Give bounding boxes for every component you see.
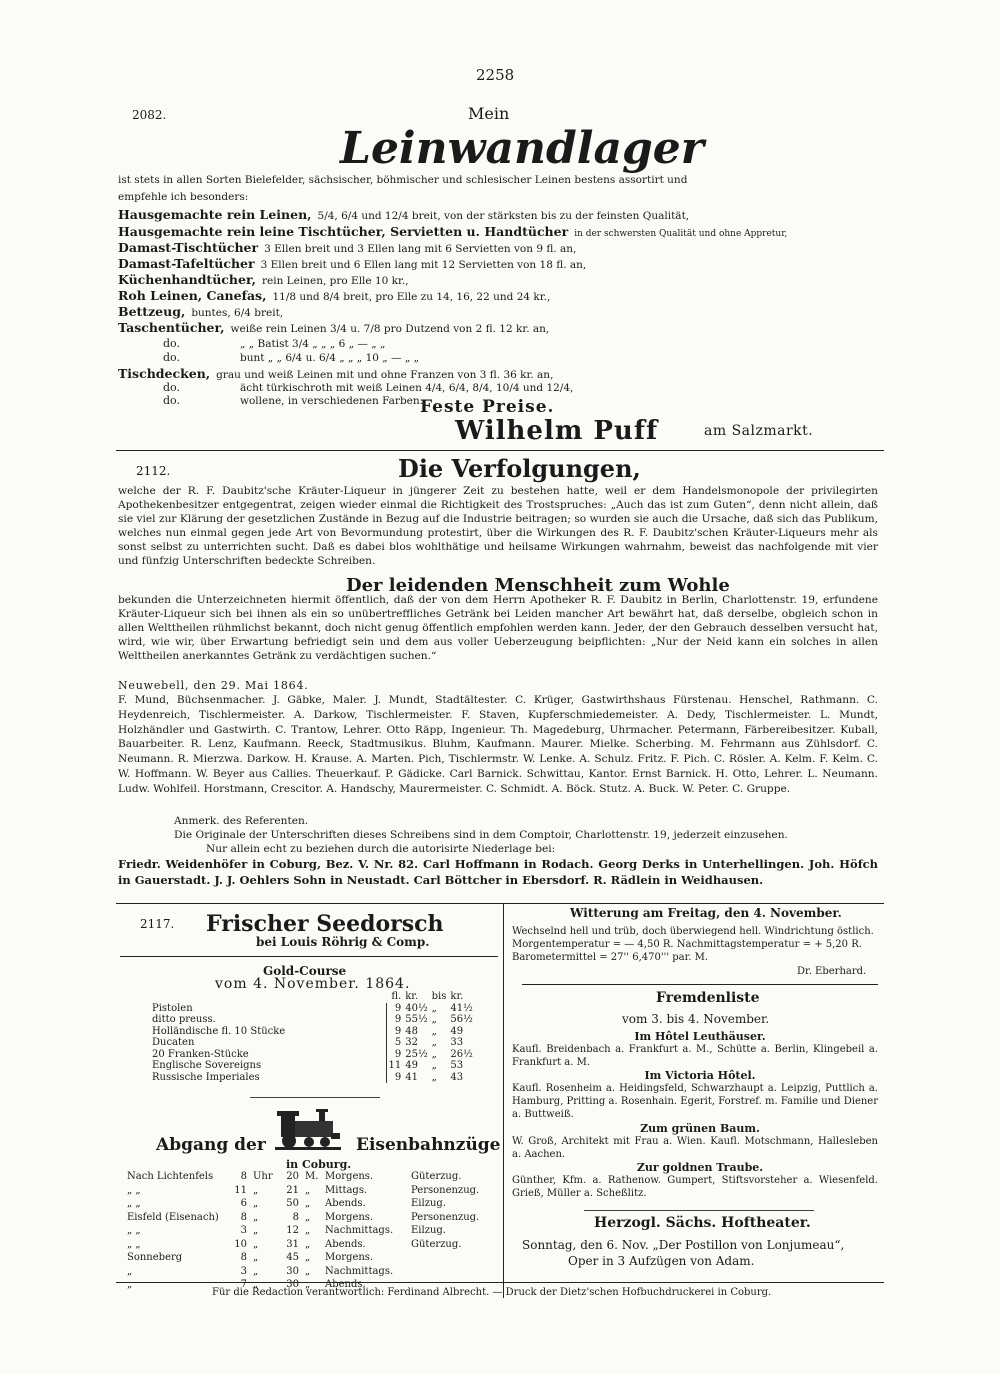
gold-to: „ xyxy=(431,1071,437,1083)
rule-4 xyxy=(250,1097,380,1098)
rail-time-of-day: Morgens. xyxy=(325,1171,374,1182)
gold-kr: 49 xyxy=(405,1060,418,1071)
gold-table xyxy=(150,991,475,1083)
lein-item-name: do. xyxy=(163,337,180,350)
lein-item xyxy=(163,351,419,365)
lein-item xyxy=(163,394,423,408)
lein-item xyxy=(118,224,787,240)
lein-item xyxy=(163,337,385,351)
seedorsch-title: Frischer Seedorsch xyxy=(206,911,444,937)
ad-number-2112: 2112. xyxy=(136,464,171,478)
hotel-guests: Günther, Kfm. a. Rathenow. Gumpert, Stiftsvorsteher a. Wiesenfeld. Grieß, Müller a. Scheßlitz. xyxy=(512,1175,878,1199)
gold-kr: 48 xyxy=(405,1025,418,1037)
gold-currency: Holländische fl. 10 Stücke xyxy=(152,1025,286,1037)
rail-hour: 10 xyxy=(234,1238,247,1250)
gold-header-kr2: kr. xyxy=(450,991,464,1002)
lein-item-name: Hausgemachte rein leine Tischtücher, Servietten u. Handtücher xyxy=(118,224,569,239)
lein-item-name: Tischdecken, xyxy=(118,366,211,381)
gold-title: Gold-Course xyxy=(263,964,347,978)
rule-2 xyxy=(116,903,884,904)
rail-uhr: „ xyxy=(253,1265,259,1277)
rail-time-of-day: Abends. xyxy=(325,1198,366,1209)
rule-5 xyxy=(522,984,878,985)
rail-train-type: Eilzug. xyxy=(411,1198,446,1209)
rail-unit: „ xyxy=(305,1211,311,1223)
hotel-name: Im Victoria Hôtel. xyxy=(644,1069,756,1082)
hotel-name: Im Hôtel Leuthäuser. xyxy=(634,1030,766,1043)
lein-item-name: Damast-Tischtücher xyxy=(118,240,259,255)
lein-item xyxy=(118,366,553,382)
gold-kr2: 49 xyxy=(450,1025,464,1037)
rail-unit: „ xyxy=(305,1252,311,1263)
lein-item-name: Roh Leinen, Canefas, xyxy=(118,288,267,303)
theater-title: Herzogl. Sächs. Hoftheater. xyxy=(594,1215,811,1231)
gold-currency: ditto preuss. xyxy=(152,1014,216,1025)
rail-hour: 8 xyxy=(240,1211,247,1223)
gold-to: „ xyxy=(431,1037,437,1048)
lein-item-desc: in der schwersten Qualität und ohne Appretur, xyxy=(574,229,788,239)
gold-to: „ xyxy=(431,1025,437,1037)
weather-signature: Dr. Eberhard. xyxy=(797,966,867,977)
gold-currency: Ducaten xyxy=(152,1037,195,1048)
gold-header-row xyxy=(150,991,475,1003)
gold-row xyxy=(150,1003,475,1015)
rail-hour: 7 xyxy=(240,1279,247,1290)
rail-minute: 21 xyxy=(286,1184,299,1196)
gold-date: vom 4. November. 1864. xyxy=(215,976,411,992)
lein-item xyxy=(118,304,283,320)
rule-1 xyxy=(116,450,884,451)
rail-row xyxy=(124,1251,482,1265)
rail-minute: 31 xyxy=(286,1238,299,1250)
rail-uhr: „ xyxy=(253,1211,259,1223)
verfolgungen-para-2: bekunden die Unterzeichneten hiermit öffentlich, daß der von dem Herrn Apotheker R. F. Daubitz in Berlin, Charlottenstr. 19, erfundene Kräuter-Liqueur sich bei ihnen als ein so unübertreffliches Getränk bei Leiden mancher Art bewährt hat, daß derselbe, obgleich schon in allen Welttheilen rühmlichst bekannt, doch nicht genug öffentlich empfohlen werden kann. Jeder, der den Gebrauch desselben versucht hat, wird, wie wir, über Erwartung befriedigt sein und dem aus voller Ueberzeugung beipflichten: „Nur der Neid kann ein solches in allen Welttheilen anerkanntes Getränk zu verdächtigen suchen.“ xyxy=(118,594,878,662)
rail-train-type xyxy=(408,1265,482,1279)
page-number: 2258 xyxy=(476,66,515,84)
lein-item-desc: wollene, in verschiedenen Farben. xyxy=(239,395,423,407)
rail-uhr: „ xyxy=(253,1252,259,1263)
gold-kr2: 56½ xyxy=(450,1014,473,1025)
weather-title: Witterung am Freitag, den 4. November. xyxy=(570,906,842,920)
lein-intro-1: ist stets in allen Sorten Bielefelder, sächsischer, böhmischer und schlesischer Leinen bestens assortirt und xyxy=(118,174,688,186)
rail-time-of-day: Mittags. xyxy=(325,1184,368,1196)
rail-uhr: „ xyxy=(253,1225,259,1236)
only-genuine: Nur allein echt zu beziehen durch die autorisirte Niederlage bei: xyxy=(206,843,556,855)
rail-destination: „ xyxy=(127,1279,133,1290)
lein-item-name: Taschentücher, xyxy=(118,320,225,335)
rail-unit: „ xyxy=(305,1238,311,1250)
gold-currency: 20 Franken-Stücke xyxy=(152,1048,249,1060)
rule-6 xyxy=(584,1210,814,1211)
gold-currency: Russische Imperiales xyxy=(152,1071,260,1083)
rail-uhr: Uhr xyxy=(253,1171,273,1182)
rail-destination: Nach Lichtenfels xyxy=(127,1171,214,1182)
gold-kr2: 33 xyxy=(450,1037,464,1048)
gold-fl: 9 xyxy=(386,1072,403,1084)
gold-fl: 9 xyxy=(386,1003,403,1015)
gold-to: „ xyxy=(431,1048,437,1060)
lein-item-name: do. xyxy=(163,381,180,394)
rail-train-type: Personenzug. xyxy=(411,1211,480,1223)
gold-to: „ xyxy=(431,1002,437,1014)
rail-minute: 30 xyxy=(286,1265,299,1277)
lein-item-desc: 3 Ellen breit und 3 Ellen lang mit 6 Servietten von 9 fl. an, xyxy=(264,243,577,255)
gold-row xyxy=(150,1026,475,1038)
rail-hour: 8 xyxy=(240,1252,247,1263)
lein-item-name: Damast-Tafeltücher xyxy=(118,256,255,271)
locomotive-icon xyxy=(273,1107,343,1157)
gold-header-bis: bis xyxy=(431,991,447,1002)
dateline: Neuwebell, den 29. Mai 1864. xyxy=(118,679,309,692)
rail-place: in Coburg. xyxy=(286,1158,352,1171)
rail-minute: 20 xyxy=(286,1171,299,1182)
rail-row xyxy=(124,1170,482,1184)
lein-item xyxy=(163,381,573,395)
rail-title-right: Eisenbahnzüge xyxy=(356,1135,501,1155)
verfolgungen-title: Die Verfolgungen, xyxy=(398,454,641,483)
gold-row xyxy=(150,1072,475,1084)
gold-to: „ xyxy=(431,1060,437,1071)
ad-number-2082: 2082. xyxy=(132,108,167,122)
gold-fl: 9 xyxy=(386,1014,403,1026)
rail-unit: „ xyxy=(305,1279,311,1290)
gold-to: „ xyxy=(431,1014,437,1025)
rail-row xyxy=(124,1265,482,1279)
gold-kr: 41 xyxy=(405,1071,418,1083)
rail-minute: 12 xyxy=(286,1225,299,1236)
rail-title-left: Abgang der xyxy=(156,1135,266,1155)
lein-item-name: Bettzeug, xyxy=(118,304,186,319)
lein-item xyxy=(118,272,409,288)
gold-header-kr: kr. xyxy=(405,991,419,1002)
gold-kr: 32 xyxy=(405,1037,418,1048)
hotel-guests: Kaufl. Breidenbach a. Frankfurt a. M., Schütte a. Berlin, Klingebeil a. Frankfurt a. M. xyxy=(512,1044,878,1068)
theater-line-1: Sonntag, den 6. Nov. „Der Postillon von Lonjumeau“, xyxy=(522,1238,845,1252)
rail-uhr: „ xyxy=(253,1279,259,1290)
lein-item-desc: weiße rein Leinen 3/4 u. 7/8 pro Dutzend von 2 fl. 12 kr. an, xyxy=(230,323,550,335)
hotel-name: Zum grünen Baum. xyxy=(640,1122,760,1135)
rail-train-type: Güterzug. xyxy=(411,1171,462,1182)
fixed-prices: Feste Preise. xyxy=(420,397,555,417)
merchant-location: am Salzmarkt. xyxy=(704,423,814,439)
rail-row xyxy=(124,1184,482,1198)
gold-header-fl: fl. xyxy=(391,991,402,1002)
rail-hour: 3 xyxy=(240,1265,247,1277)
lein-item-desc: 11/8 und 8/4 breit, pro Elle zu 14, 16, 22 und 24 kr., xyxy=(272,291,551,303)
lein-item-desc: „ „ Batist 3/4 „ „ „ 6 „ — „ „ xyxy=(239,338,386,350)
rail-minute: 45 xyxy=(286,1252,299,1263)
anmerk: Anmerk. des Referenten. xyxy=(174,815,309,827)
fremdenliste-title: Fremdenliste xyxy=(656,990,760,1006)
hotel-guests: Kaufl. Rosenheim a. Heidingsfeld, Schwarzhaupt a. Leipzig, Puttlich a. Hamburg, Pritting a. Rosenhain. Egerit, Forstref. m. Familie und Diener a. Buttweiß. xyxy=(512,1083,878,1120)
rail-train-type: Eilzug. xyxy=(411,1225,446,1236)
rail-unit: „ xyxy=(305,1198,311,1209)
hotel-guests: W. Groß, Architekt mit Frau a. Wien. Kaufl. Motschmann, Hallesleben a. Aachen. xyxy=(512,1136,878,1160)
gold-fl: 9 xyxy=(386,1049,403,1061)
rail-row xyxy=(124,1224,482,1238)
gold-kr: 55½ xyxy=(405,1014,428,1025)
rail-train-type: Güterzug. xyxy=(411,1238,462,1250)
lein-item-desc: 3 Ellen breit und 6 Ellen lang mit 12 Servietten von 18 fl. an, xyxy=(260,259,587,271)
rail-uhr: „ xyxy=(253,1184,259,1196)
rail-destination: „ „ xyxy=(127,1225,141,1236)
rail-time-of-day: Morgens. xyxy=(325,1211,374,1223)
rail-row xyxy=(124,1211,482,1225)
footer-imprint: Für die Redaction verantwortlich: Ferdinand Albrecht. — Druck der Dietz'schen Hofbuchdruckerei in Coburg. xyxy=(212,1287,772,1298)
rail-unit: „ xyxy=(305,1184,311,1196)
leinwandlager-title: Leinwandlager xyxy=(340,123,704,174)
rail-time-of-day: Morgens. xyxy=(325,1252,374,1263)
lein-item-name: do. xyxy=(163,351,180,364)
rail-minute: 30 xyxy=(286,1279,299,1290)
rail-destination: „ xyxy=(127,1265,133,1277)
lein-item xyxy=(118,207,689,223)
rail-destination: Sonneberg xyxy=(127,1252,183,1263)
rail-row xyxy=(124,1238,482,1252)
lein-item xyxy=(118,288,550,304)
rail-unit: M. xyxy=(305,1171,319,1182)
rail-destination: „ „ xyxy=(127,1238,141,1250)
gold-kr: 40½ xyxy=(405,1002,428,1014)
gold-row xyxy=(150,1049,475,1061)
gold-fl: 5 xyxy=(386,1037,403,1049)
rail-uhr: „ xyxy=(253,1198,259,1209)
rule-7 xyxy=(116,1282,884,1283)
gold-fl: 11 xyxy=(386,1060,403,1072)
gold-kr2: 43 xyxy=(450,1071,464,1083)
rail-unit: „ xyxy=(305,1225,311,1236)
rail-train-type: Personenzug. xyxy=(411,1184,480,1196)
gold-fl: 9 xyxy=(386,1026,403,1038)
rail-time-of-day: Nachmittags. xyxy=(325,1265,394,1277)
rail-table xyxy=(124,1170,482,1292)
fremdenliste-date: vom 3. bis 4. November. xyxy=(622,1012,770,1026)
lein-item-desc: rein Leinen, pro Elle 10 kr., xyxy=(261,275,409,287)
verfolgungen-subtitle: Der leidenden Menschheit zum Wohle xyxy=(346,575,730,596)
signers-list: F. Mund, Büchsenmacher. J. Gäbke, Maler. J. Mundt, Stadtältester. C. Krüger, Gastwirthshaus Fürstenau. Henschel, Rathmann. C. Heydenreich, Tischlermeister. A. Darkow, Tischlermeister. F. Staven, Kupferschmiedemeister. A. Dedy, Tischlermeister. L. Mundt, Holzhändler und Gastwirth. C. Trantow, Lehrer. Otto Räpp, Ingenieur. Th. Magedeburg, Uhrmacher. Petermann, Färbereibesitzer. Kuball, Bauarbeiter. R. Lenz, Kaufmann. Reeck, Stadtmusikus. Bluhm, Kaufmann. Maurer. Mielke. Scherbing. M. Fehrmann aus Zühlsdorf. C. Neumann. R. Mierzwa. Darkow. H. Krause. A. Marten. Pich, Tischlermstr. W. Lenke. A. Schulz. Fritz. F. Pich. C. Rösler. A. Kelm. F. Kelm. C. W. Hoffmann. W. Beyer aus Callies. Theuerkauf. P. Gädicke. Carl Barnick. Schwittau, Kantor. Ernst Barnick. H. Otto, Lehrer. L. Neumann. Ludw. Wohlfeil. Horstmann, Crescitor. A. Handschy, Maurermeister. C. Schmidt. A. Böck. Stutz. A. Buck. W. Peter. C. Gruppe. xyxy=(118,694,878,795)
weather-line-1: Wechselnd hell und trüb, doch überwiegend hell. Windrichtung östlich. xyxy=(512,926,874,937)
rail-minute: 8 xyxy=(292,1211,299,1223)
lein-item-name: Hausgemachte rein Leinen, xyxy=(118,207,312,222)
column-divider xyxy=(503,903,504,1298)
gold-row xyxy=(150,1060,475,1072)
rail-hour: 8 xyxy=(240,1171,247,1182)
gold-currency: Pistolen xyxy=(152,1002,193,1014)
rail-minute: 50 xyxy=(286,1198,299,1209)
lein-item xyxy=(118,320,549,336)
weather-line-3: Barometermittel = 27'' 6,470''' par. M. xyxy=(512,952,709,963)
merchant-name: Wilhelm Puff xyxy=(455,416,659,446)
rail-destination: Eisfeld (Eisenach) xyxy=(127,1211,219,1223)
originals-note: Die Originale der Unterschriften dieses Schreibens sind in dem Comptoir, Charlottenstr. 19, jederzeit einzusehen. xyxy=(174,829,788,841)
rule-3 xyxy=(120,956,498,957)
rail-time-of-day: Nachmittags. xyxy=(325,1225,394,1236)
weather-line-2: Morgentemperatur = — 4,50 R. Nachmittagstemperatur = + 5,20 R. xyxy=(512,939,862,950)
rail-uhr: „ xyxy=(253,1238,259,1250)
gold-kr2: 53 xyxy=(450,1060,464,1071)
gold-kr: 25½ xyxy=(405,1048,428,1060)
rail-row xyxy=(124,1197,482,1211)
lein-item xyxy=(118,256,586,272)
lein-item-desc: buntes, 6/4 breit, xyxy=(191,307,284,319)
ad-mein: Mein xyxy=(468,104,510,123)
rail-destination: „ „ xyxy=(127,1198,141,1209)
seedorsch-sub: bei Louis Röhrig & Comp. xyxy=(256,935,430,949)
lein-item-name: Küchenhandtücher, xyxy=(118,272,256,287)
verfolgungen-para-1: welche der R. F. Daubitz'sche Kräuter-Liqueur in jüngerer Zeit zu bestehen hatte, weil er dem Handelsmonopole der privilegirten Apothekenbesitzer entgegentrat, zeigen wieder einmal die Richtigkeit des Trostspruches: „Auch das ist zum Guten“, denn nicht allein, daß sie viel zur Klärung der gesetzlichen Zustände in Bezug auf die Industrie beitragen; so wurden sie auch die Ursache, daß sich das Publikum, welches nun einmal gegen jede Art von Bevormundung protestirt, über die Wirkungen des R. F. Daubitz'schen Kräuter-Liqueurs mehr als sonst selbst zu unterrichten sucht. Daß es dabei blos wohlthätige und heilsame Wirkungen wahrnahm, beweist das nachfolgende mit vier und fünfzig Unterschriften bedeckte Schreiben. xyxy=(118,485,878,567)
lein-intro-2: empfehle ich besonders: xyxy=(118,191,249,203)
rail-time-of-day: Abends. xyxy=(325,1279,366,1290)
gold-row xyxy=(150,1014,475,1026)
gold-currency: Englische Sovereigns xyxy=(152,1060,262,1071)
lein-item xyxy=(118,240,576,256)
hotel-name: Zur goldnen Traube. xyxy=(636,1161,764,1174)
rail-train-type xyxy=(408,1251,482,1265)
gold-row xyxy=(150,1037,475,1049)
ad-number-2117: 2117. xyxy=(140,917,175,931)
gold-kr2: 41½ xyxy=(450,1002,473,1014)
theater-line-2: Oper in 3 Aufzügen von Adam. xyxy=(568,1254,755,1268)
gold-kr2: 26½ xyxy=(450,1048,473,1060)
dealers-list: Friedr. Weidenhöfer in Coburg, Bez. V. Nr. 82. Carl Hoffmann in Rodach. Georg Derks in Unterhellingen. Joh. Höfch in Gauerstadt. J. J. Oehlers Sohn in Neustadt. Carl Böttcher in Ebersdorf. R. Rädlein in Weidhausen. xyxy=(118,857,878,887)
rail-unit: „ xyxy=(305,1265,311,1277)
rail-hour: 11 xyxy=(234,1184,247,1196)
lein-item-desc: 5/4, 6/4 und 12/4 breit, von der stärksten bis zu der feinsten Qualität, xyxy=(317,210,690,222)
lein-item-desc: ächt türkischroth mit weiß Leinen 4/4, 6/4, 8/4, 10/4 und 12/4, xyxy=(239,382,574,394)
rail-time-of-day: Abends. xyxy=(325,1238,366,1250)
lein-item-name: do. xyxy=(163,394,180,407)
lein-item-desc: bunt „ „ 6/4 u. 6/4 „ „ „ 10 „ — „ „ xyxy=(239,352,420,364)
rail-destination: „ „ xyxy=(127,1184,141,1196)
lein-item-desc: grau und weiß Leinen mit und ohne Franzen von 3 fl. 36 kr. an, xyxy=(216,369,554,381)
rail-hour: 6 xyxy=(240,1198,247,1209)
rail-hour: 3 xyxy=(240,1225,247,1236)
